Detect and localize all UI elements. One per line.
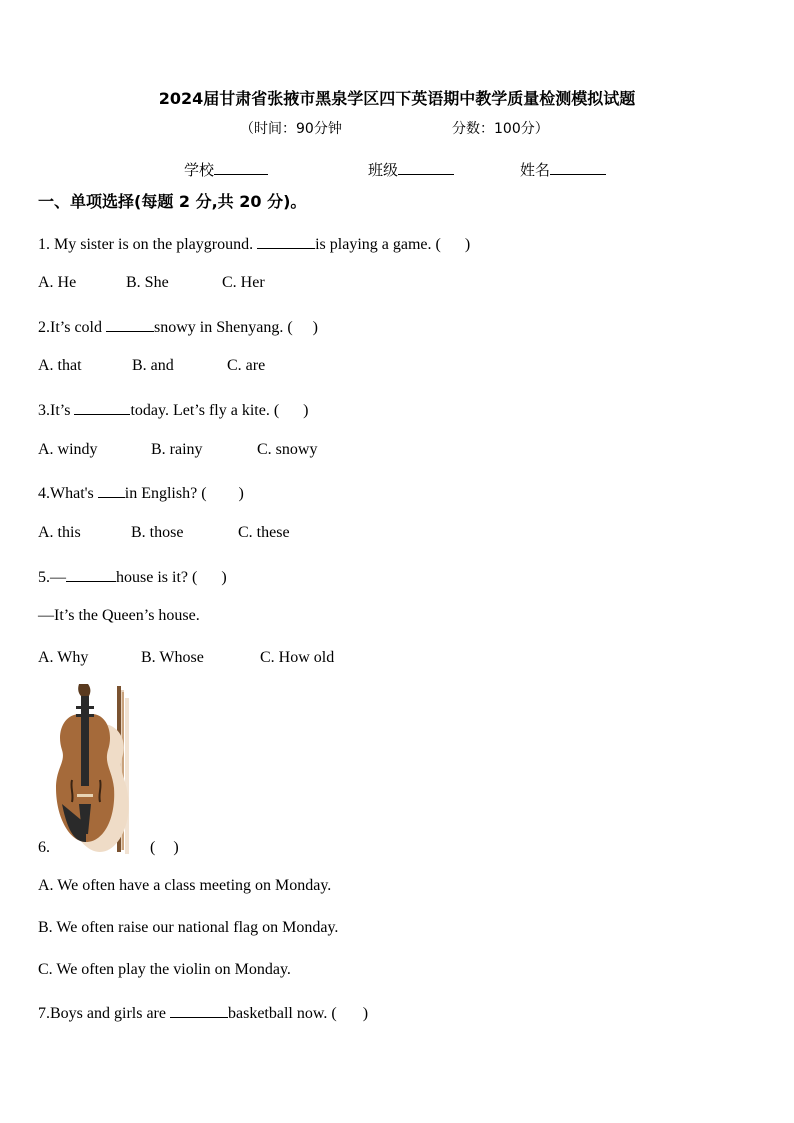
question-1-text-end: is playing a game. ( [315,236,441,253]
question-5-text-end: house is it? ( [116,569,198,586]
question-2-option-a[interactable]: A. that [38,357,82,374]
question-5-blank[interactable] [66,566,116,582]
question-4-text: 4.What's [38,485,94,502]
question-4 [38,482,244,503]
question-6-number: 6. [38,839,50,856]
f-hole-right [99,780,100,802]
question-5-answer[interactable]: ) [221,569,227,586]
question-2 [38,316,318,337]
bow-hair-shadow [125,698,129,854]
question-7 [38,1002,368,1023]
question-4-option-b[interactable]: B. those [131,524,184,541]
question-2-option-c[interactable]: C. are [227,357,266,374]
question-4-text-end: in English? ( [124,485,207,502]
question-5-text: 5.— [38,569,66,586]
question-6-paren-close: ) [173,839,179,856]
exam-time: （时间：90分钟 [240,121,342,137]
question-3-blank[interactable] [74,399,130,415]
question-5-option-c[interactable]: C. How old [260,649,335,666]
section-heading: 一、单项选择(每题 2 分,共 20 分)。 [38,192,307,211]
question-7-answer[interactable]: ) [362,1005,369,1022]
class-field [368,159,454,180]
question-4-option-a[interactable]: A. this [38,524,81,541]
question-3-option-c[interactable]: C. snowy [257,441,318,458]
page-title: 2024届甘肃省张掖市黑泉学区四下英语期中教学质量检测模拟试题 [158,89,636,108]
question-3-option-b[interactable]: B. rainy [151,441,203,458]
question-3-text: 3.It’s [38,402,71,419]
violin-bridge [77,794,93,797]
question-5-option-a[interactable]: A. Why [38,649,89,666]
question-6-paren-open: ( [150,839,156,856]
violin-fingerboard [81,690,89,786]
school-label: 学校 [184,161,215,179]
question-1-answer[interactable]: ) [464,236,471,253]
question-3-option-a[interactable]: A. windy [38,441,98,458]
question-5 [38,566,227,587]
question-7-text-end: basketball now. ( [227,1005,337,1022]
name-label: 姓名 [520,161,551,179]
question-1-option-a[interactable]: A. He [38,274,77,291]
peg-2 [88,706,94,709]
question-6-option-b[interactable]: B. We often raise our national flag on Monday. [38,919,339,936]
class-label: 班级 [368,161,399,179]
peg-4 [88,714,94,717]
school-field [184,159,268,180]
peg-3 [76,714,82,717]
question-7-blank[interactable] [170,1002,228,1018]
question-1 [38,233,470,254]
f-hole-left [71,780,72,802]
question-1-text: 1. My sister is on the playground. [38,236,254,253]
violin-image [52,684,142,856]
question-5-answer-line: —It’s the Queen’s house. [38,607,200,624]
question-2-text-end: snowy in Shenyang. ( [154,319,293,336]
question-3-text-end: today. Let’s fly a kite. ( [130,402,280,419]
peg-1 [76,706,82,709]
violin-scroll [78,684,90,696]
question-4-blank[interactable] [98,482,125,498]
question-5-option-b[interactable]: B. Whose [141,649,204,666]
question-6 [38,839,50,857]
question-6-option-a[interactable]: A. We often have a class meeting on Monday. [38,877,332,894]
name-field [520,159,606,180]
question-2-option-b[interactable]: B. and [132,357,174,374]
question-1-option-b[interactable]: B. She [126,274,169,291]
name-blank[interactable] [550,160,606,175]
question-2-text: 2.It’s cold [38,319,102,336]
question-3 [38,399,308,420]
question-1-option-c[interactable]: C. Her [222,274,265,291]
question-6-option-c[interactable]: C. We often play the violin on Monday. [38,961,291,978]
question-4-answer[interactable]: ) [238,485,244,502]
question-3-answer[interactable]: ) [303,402,309,419]
question-2-answer[interactable]: ) [312,319,318,336]
question-4-option-c[interactable]: C. these [238,524,290,541]
question-1-blank[interactable] [257,233,315,249]
class-blank[interactable] [398,160,454,175]
question-6-answer[interactable] [150,839,179,857]
question-7-text: 7.Boys and girls are [38,1005,166,1022]
school-blank[interactable] [214,160,268,175]
exam-score: 分数：100分） [452,121,549,137]
question-2-blank[interactable] [106,316,154,332]
